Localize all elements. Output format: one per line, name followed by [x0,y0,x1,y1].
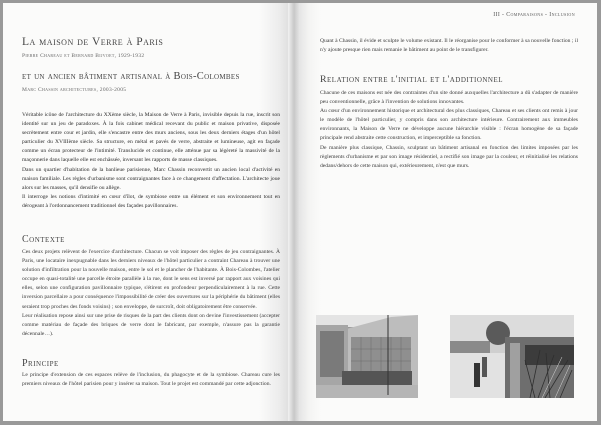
body-paragraph: Chacune de ces maisons est née des contraintes d'un site donné auxquelles l'architecture a dû s'adapter de manière peu conventionnelle, grâce à l'invention de solutions innovantes. [320,90,578,106]
section-heading-contexte: Contexte [22,234,65,245]
right-page [294,3,597,421]
body-paragraph: Le principe d'extension de ces espaces relève de l'inclusion, du phagocyte et de la symbiose. Chareau cure les premiers niveaux de l'hôtel parisien pour y insérer sa maison. Tout le projet est commandé par cette adjonction. [22,372,280,388]
lead-paragraph: Il interroge les notions d'intimité en cœur d'îlot, de symbiose entre un élément et son environnement tout en dérogeant à l'ordonnancement traditionnel des façades pavillonnaires. [22,193,280,209]
article-title-credit: Pierre Chareau et Bernard Bijvoet, 1929-1932 [22,53,145,59]
body-paragraph: De manière plus classique, Chassin, sculptant un bâtiment artisanal en fonction des limites imposées par les règlements d'urbanisme et par son image résidentiel, a rectifié son image par la couleur, et réinitialisé les relations dedans/dehors de cette maison qui, extérieurement, n'est que murs. [320,144,578,169]
body-paragraph: Au cœur d'un environnement historique et architectural des plus classiques, Chareau et ses clients ont remis à jour le modèle de l'hôtel particulier, y compris dans son architecture intérieure. Contrairement aux immeubles environnants, la Maison de Verre ne développe aucune hiérarchie visible : l'écran homogène de sa façade principale rend abstraite cette construction, et imperceptible sa fonction. [320,108,578,142]
lead-paragraph: Dans un quartier d'habitation de la banlieue parisienne, Marc Chassin reconvertit un ancien local d'activité en maison familiale. Les règles d'urbanisme sont contraignantes face à ce changement d'affectation. L'architecte joue alors sur les masses, qu'il densifie ou allège. [22,166,280,191]
section-heading-relation: Relation entre l'initial et l'additionnel [320,74,504,85]
lead-paragraph: Véritable icône de l'architecture du XXème siècle, la Maison de Verre à Paris, invisible depuis la rue, inscrit son identité sur un jeu de paradoxes. À la fois cabinet médical recevant du public et maison privative, disposée secrètement entre cour et jardin, elle s'encastre entre des murs anciens, sous les deux derniers étages d'un hôtel particulier du XVIIIème siècle. Sa structure, en métal et pavés de verre, abstraite et lumineuse, agit en façade comme un écran protecteur de l'intimité. Translucide et continue, elle atténue par sa légèreté la massivité de la maçonnerie dans laquelle elle est enchâssée, inversant les rapports de masse classiques. [22,112,280,164]
lead-text [22,111,280,211]
section-text-principe [22,371,280,389]
section-heading-principe: Principe [22,358,59,369]
running-head: III - Comparaisons - Inclusion [493,12,575,18]
body-paragraph: Leur réalisation repose ainsi sur une prise de risques de la part des clients dont on devine l'investissement (accepter comme matériau de façade des briques de verre dont le fabricant, par exemple, n'assure pas la garantie décennale…). [22,312,280,337]
photo-row [294,286,597,406]
book-spine-shadow [288,3,300,421]
left-page [3,3,294,421]
article-subtitle: et un ancien bâtiment artisanal à Bois-Colombes [22,71,240,82]
intro-text [320,37,578,55]
body-paragraph: Quant à Chassin, il évide et sculpte le volume existant. Il le réorganise pour le conformer à sa nouvelle fonction ; il n'y ajoute presque rien mais remanie le bâtiment au point de le transfigurer. [320,38,578,54]
body-paragraph: Ces deux projets relèvent de l'exercice d'architecture. Chacun se voit imposer des règles de jeu contraignantes. À Paris, une locataire inexpugnable dans les derniers niveaux de l'hôtel particulier a contraint Chareau à trouver une solution d'infiltration pour la nouvelle maison, entre le sol et le plancher de l'habitante. À Bois-Colombes, l'atelier occupe en quasi-totalité une parcelle étroite parallèle à la rue, dont le sens est inversé par rapport aux voisines qui elles, selon une configuration pavillonnaire typique, s'étirent en profondeur perpendiculairement à la rue. Cette inversion parcellaire a pour conséquence l'impossibilité de créer des ouvertures sur la périphérie du bâtiment (elles seraient trop proches des fonds voisins) ; son enveloppe, de surcroît, doit obligatoirement être conservée. [22,249,280,310]
article-subtitle-credit: Marc Chassin architectures, 2003-2005 [22,87,127,93]
photo-maison-de-verre [316,315,418,398]
section-text-relation [320,89,578,171]
photo-bois-colombes [450,315,574,398]
article-title: La maison de Verre à Paris [22,36,164,48]
section-text-contexte [22,248,280,339]
